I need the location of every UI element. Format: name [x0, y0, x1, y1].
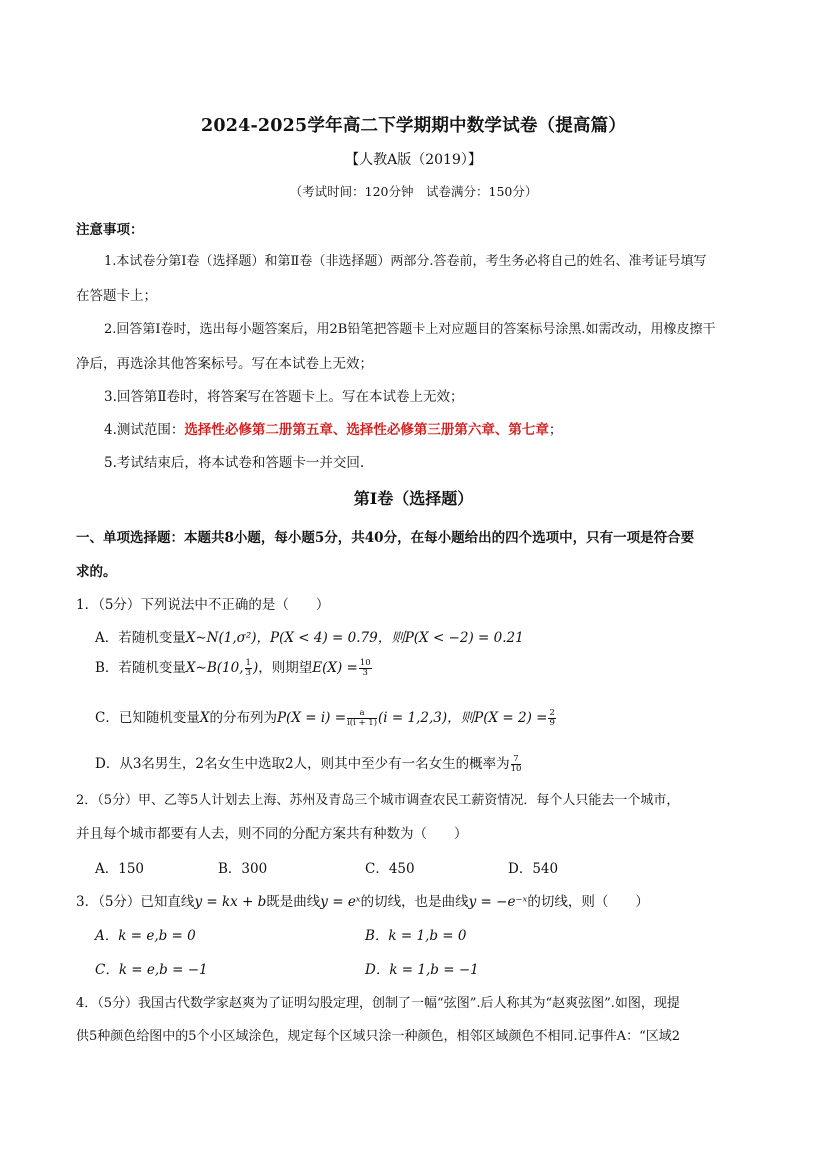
q2-option-d: D．540 — [508, 861, 559, 877]
note-item-3: 3.回答第Ⅱ卷时，将答案写在答题卡上。写在本试卷上无效； — [104, 389, 464, 405]
note-item-2: 2.回答第Ⅰ卷时，选出每小题答案后，用2B铅笔把答题卡上对应题目的答案标号涂黑.如需改动，用橡皮擦干 — [104, 322, 716, 337]
q2-option-c: C．450 — [365, 861, 415, 877]
q1-option-d: D．从3名男生，2名女生中选取2人，则其中至少有一名女生的概率为 $\frac{7}{10}$ — [95, 754, 522, 774]
q1-stem: 1．（5分）下列说法中不正确的是（ ） — [76, 597, 330, 613]
q3-stem: 3．（5分）已知直线y = kx + b既是曲线y = eˣ的切线，也是曲线y = −e⁻ˣ的切线，则（ ） — [76, 894, 649, 910]
section-instruction-cont: 求的。 — [76, 564, 117, 580]
q4-stem-cont: 供5种颜色给图中的5个小区域涂色，规定每个区域只涂一种颜色，相邻区域颜色不相同.记事件A：“区域2 — [76, 1029, 680, 1044]
q4-stem: 4．（5分）我国古代数学家赵爽为了证明勾股定理，创制了一幅“弦图”.后人称其为“赵爽弦图”.如图，现提 — [76, 996, 680, 1011]
q1-b-fraction-2: $\frac{10}{3}$ — [359, 658, 371, 678]
q1-c-fraction-2: $\frac{2}{9}$ — [549, 708, 555, 728]
exam-title: 2024-2025学年高二下学期期中数学试卷（提高篇） — [200, 116, 627, 136]
q2-stem-cont: 并且每个城市都要有人去，则不同的分配方案共有种数为（ ） — [76, 826, 468, 842]
q2-stem: 2．（5分）甲、乙等5人计划去上海、苏州及青岛三个城市调查农民工薪资情况．每个人只能去一个城市， — [76, 793, 680, 808]
note-item-5: 5.考试结束后，将本试卷和答题卡一并交回. — [104, 455, 365, 471]
note-item-4-label: 4.测试范围： — [104, 422, 185, 438]
q2-option-b: B．300 — [218, 861, 268, 877]
section-instruction: 一、单项选择题：本题共8小题，每小题5分，共40分，在每小题给出的四个选项中，只有一项是符合要 — [76, 530, 695, 546]
q1-option-a: A．若随机变量X∼N(1,σ²)，P(X < 4) = 0.79，则P(X < −2) = 0.21 — [95, 630, 524, 646]
note-item-1: 1.本试卷分第Ⅰ卷（选择题）和第Ⅱ卷（非选择题）两部分.答卷前，考生务必将自己的姓名、准考证号填写 — [104, 254, 707, 269]
q1-option-c: C．已知随机变量X的分布列为P(X = i) = $\frac{a}{i(i + 1)}$ (i = 1,2,3)，则P(X = 2) = $\frac{2}{9}$ — [95, 708, 555, 728]
q2-option-a: A．150 — [95, 861, 145, 877]
test-scope: 选择性必修第二册第五章、选择性必修第三册第六章、第七章 — [184, 422, 549, 438]
section-title: 第Ⅰ卷（选择题） — [353, 489, 474, 508]
note-item-2-cont: 净后，再选涂其他答案标号。写在本试卷上无效； — [76, 356, 373, 372]
notes-heading: 注意事项： — [76, 222, 144, 238]
q1-c-fraction: $\frac{a}{i(i + 1)}$ — [347, 708, 378, 728]
note-item-4 — [104, 418, 562, 438]
edition-label: 【人教A版（2019）】 — [345, 152, 482, 168]
q3-option-d: D．k = 1,b = −1 — [365, 962, 479, 978]
q1-d-fraction: $\frac{7}{10}$ — [510, 754, 522, 774]
q3-option-a: A．k = e,b = 0 — [95, 928, 196, 944]
q1-b-fraction: $\frac{1}{3}$ — [245, 658, 251, 678]
exam-info: （考试时间：120分钟 试卷满分：150分） — [289, 184, 538, 199]
note-item-4-end: ； — [548, 422, 563, 438]
q3-option-b: B．k = 1,b = 0 — [365, 928, 467, 944]
q1-option-b: B．若随机变量X∼B(10, $\frac{1}{3}$ )，则期望E(X) = $\frac{10}{3}$ — [95, 658, 371, 678]
q3-option-c: C．k = e,b = −1 — [95, 962, 208, 978]
note-item-1-cont: 在答题卡上； — [76, 288, 157, 304]
